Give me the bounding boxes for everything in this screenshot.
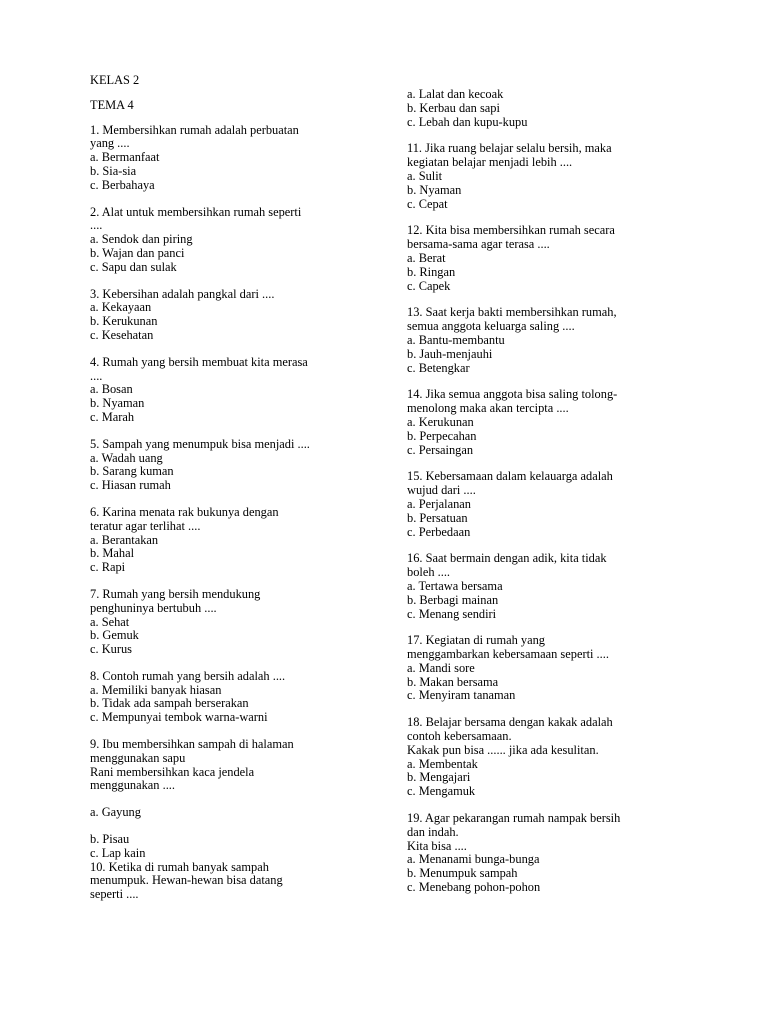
answer-option: b. Kerbau dan sapi: [407, 100, 500, 115]
answer-option: a. Menanami bunga-bunga: [407, 852, 540, 867]
answer-option: b. Nyaman: [407, 182, 462, 197]
question-stem: menggunakan sapu: [90, 750, 186, 765]
question-15: [407, 470, 682, 539]
question-6: [90, 506, 370, 575]
question-stem: contoh kebersamaan.: [407, 729, 512, 744]
question-stem: 5. Sampah yang menumpuk bisa menjadi ....: [90, 436, 310, 451]
question-stem: 19. Agar pekarangan rumah nampak bersih: [407, 811, 621, 826]
answer-option: a. Bermanfaat: [90, 150, 160, 165]
question-stem: kegiatan belajar menjadi lebih ....: [407, 155, 573, 170]
question-stem: menggunakan ....: [90, 778, 175, 793]
question-stem: yang ....: [90, 136, 130, 151]
question-7: [90, 588, 370, 657]
question-stem: teratur agar terlihat ....: [90, 518, 201, 533]
question-stem: Kakak pun bisa ...... jika ada kesulitan.: [407, 742, 599, 757]
answer-option: b. Mahal: [90, 546, 135, 561]
question-stem: wujud dari ....: [407, 483, 476, 498]
answer-option: c. Marah: [90, 409, 135, 424]
answer-option: b. Pisau: [90, 832, 130, 847]
answer-option: c. Lap kain: [90, 845, 146, 860]
question-11: [407, 142, 682, 211]
answer-option: c. Capek: [407, 278, 451, 293]
question-17: [407, 634, 682, 703]
answer-option: c. Persaingan: [407, 442, 474, 457]
answer-option: a. Sulit: [407, 168, 443, 183]
answer-option: b. Nyaman: [90, 396, 145, 411]
question-1: [90, 124, 370, 193]
question-stem: ....: [90, 218, 103, 233]
question-stem: semua anggota keluarga saling ....: [407, 319, 575, 334]
question-14: [407, 388, 682, 457]
question-stem: 1. Membersihkan rumah adalah perbuatan: [90, 122, 299, 137]
question-stem: menumpuk. Hewan-hewan bisa datang: [90, 873, 283, 888]
question-2: [90, 206, 370, 275]
right-column: [407, 88, 682, 908]
question-10: [90, 861, 370, 902]
answer-option: a. Memiliki banyak hiasan: [90, 682, 222, 697]
answer-option: a. Wadah uang: [90, 450, 163, 465]
answer-option: c. Menang sendiri: [407, 606, 497, 621]
question-stem: 12. Kita bisa membersihkan rumah secara: [407, 223, 615, 238]
answer-option: b. Berbagi mainan: [407, 592, 499, 607]
answer-option: b. Makan bersama: [407, 674, 499, 689]
left-column: [90, 74, 370, 902]
question-stem: menolong maka akan tercipta ....: [407, 401, 569, 416]
answer-option: b. Sarang kuman: [90, 464, 174, 479]
question-3: [90, 288, 370, 343]
question-stem: 13. Saat kerja bakti membersihkan rumah,: [407, 305, 617, 320]
question-stem: 7. Rumah yang bersih mendukung: [90, 586, 261, 601]
question-stem: menggambarkan kebersamaan seperti ....: [407, 647, 609, 662]
answer-option: c. Sapu dan sulak: [90, 259, 177, 274]
answer-option: b. Wajan dan panci: [90, 245, 185, 260]
answer-option: a. Perjalanan: [407, 496, 471, 511]
question-16: [407, 552, 682, 621]
answer-option: a. Sendok dan piring: [90, 232, 193, 247]
answer-option: a. Bantu-membantu: [407, 332, 505, 347]
question-stem: 8. Contoh rumah yang bersih adalah ....: [90, 668, 286, 683]
answer-option: c. Hiasan rumah: [90, 478, 171, 493]
answer-option: c. Menyiram tanaman: [407, 688, 516, 703]
question-4: [90, 356, 370, 425]
answer-option: c. Cepat: [407, 196, 448, 211]
question-18: [407, 716, 682, 799]
answer-option: b. Kerukunan: [90, 314, 158, 329]
answer-option: a. Mandi sore: [407, 660, 475, 675]
question-stem: Rani membersihkan kaca jendela: [90, 764, 255, 779]
question-stem: dan indah.: [407, 824, 459, 839]
question-stem: 16. Saat bermain dengan adik, kita tidak: [407, 551, 607, 566]
question-stem: 9. Ibu membersihkan sampah di halaman: [90, 737, 294, 752]
answer-option: a. Berat: [407, 250, 446, 265]
theme-label: TEMA 4: [90, 97, 134, 112]
answer-option: a. Lalat dan kecoak: [407, 87, 504, 101]
question-stem: 14. Jika semua anggota bisa saling tolong-: [407, 387, 618, 402]
question-stem: 6. Karina menata rak bukunya dengan: [90, 504, 279, 519]
answer-option: b. Menumpuk sampah: [407, 866, 518, 881]
answer-option: a. Tertawa bersama: [407, 578, 503, 593]
question-stem: boleh ....: [407, 565, 451, 580]
question-12: [407, 224, 682, 293]
answer-option: c. Kurus: [90, 642, 132, 657]
answer-option: b. Sia-sia: [90, 163, 137, 178]
question-stem: bersama-sama agar terasa ....: [407, 237, 550, 252]
question-stem: 3. Kebersihan adalah pangkal dari ....: [90, 286, 275, 301]
class-label: KELAS 2: [90, 73, 140, 87]
answer-option: c. Rapi: [90, 560, 126, 575]
question-stem: 4. Rumah yang bersih membuat kita merasa: [90, 354, 308, 369]
answer-option: c. Perbedaan: [407, 524, 471, 539]
answer-option: b. Mengajari: [407, 770, 471, 785]
question-stem: seperti ....: [90, 887, 139, 902]
question-10-options: [407, 88, 682, 129]
question-stem: 17. Kegiatan di rumah yang: [407, 633, 545, 648]
question-19: [407, 812, 682, 895]
answer-option: c. Kesehatan: [90, 327, 154, 342]
answer-option: a. Berantakan: [90, 532, 159, 547]
answer-option: b. Gemuk: [90, 628, 139, 643]
answer-option: a. Kerukunan: [407, 414, 474, 429]
question-stem: 2. Alat untuk membersihkan rumah seperti: [90, 204, 302, 219]
question-stem: ....: [90, 368, 103, 383]
answer-option: b. Persatuan: [407, 510, 468, 525]
answer-option: b. Jauh-menjauhi: [407, 346, 493, 361]
answer-option: a. Bosan: [90, 382, 133, 397]
question-stem: 10. Ketika di rumah banyak sampah: [90, 859, 269, 874]
question-13: [407, 306, 682, 375]
answer-option: c. Mempunyai tembok warna-warni: [90, 710, 268, 725]
answer-option: b. Tidak ada sampah berserakan: [90, 696, 249, 711]
question-5: [90, 438, 370, 493]
answer-option: a. Membentak: [407, 756, 478, 771]
question-stem: 18. Belajar bersama dengan kakak adalah: [407, 715, 613, 730]
question-8: [90, 670, 370, 725]
answer-option: c. Betengkar: [407, 360, 470, 375]
question-stem: penghuninya bertubuh ....: [90, 600, 217, 615]
answer-option: b. Ringan: [407, 264, 456, 279]
answer-option: a. Sehat: [90, 614, 130, 629]
answer-option: c. Berbahaya: [90, 177, 155, 192]
answer-option: a. Kekayaan: [90, 300, 152, 315]
answer-option: b. Perpecahan: [407, 428, 477, 443]
answer-option: c. Lebah dan kupu-kupu: [407, 114, 528, 129]
question-stem: 11. Jika ruang belajar selalu bersih, maka: [407, 141, 612, 156]
answer-option: c. Mengamuk: [407, 784, 476, 799]
answer-option: c. Menebang pohon-pohon: [407, 880, 541, 895]
question-stem: 15. Kebersamaan dalam kelauarga adalah: [407, 469, 613, 484]
answer-option: a. Gayung: [90, 805, 141, 820]
question-stem: Kita bisa ....: [407, 838, 467, 853]
question-9: [90, 738, 370, 861]
